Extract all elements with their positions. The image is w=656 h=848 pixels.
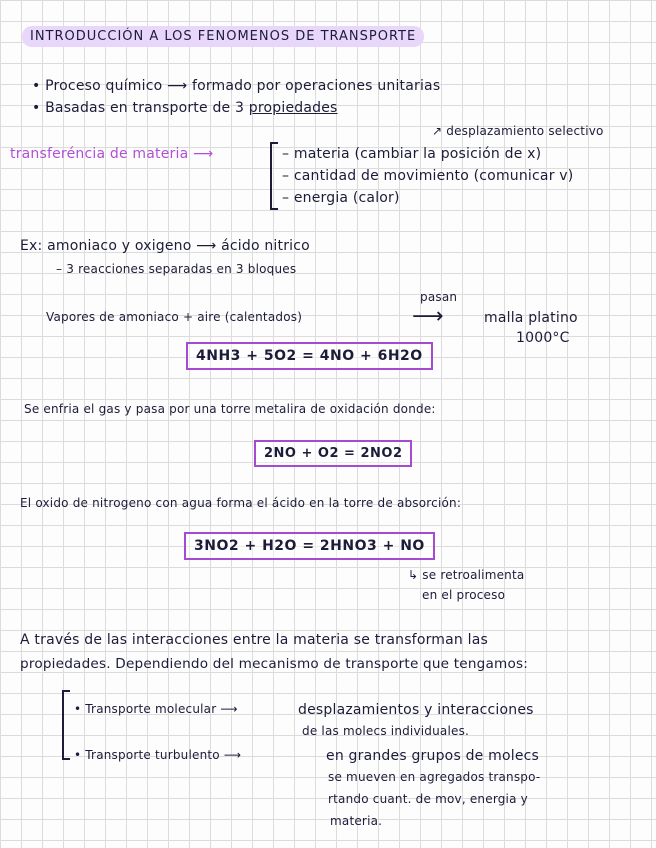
paragraph-line2: propiedades. Dependiendo del mecanismo de transporte que tengamos: bbox=[20, 656, 529, 672]
turbulent-desc-3: rtando cuant. de mov, energia y bbox=[328, 792, 528, 806]
retro-line2: en el proceso bbox=[422, 588, 506, 602]
bullet-basadas-text: • Basadas en transporte de 3 bbox=[32, 100, 245, 116]
example-line1: Ex: amoniaco y oxigeno ⟶ ácido nitrico bbox=[20, 238, 310, 254]
retro-line1: ↳ se retroalimenta bbox=[408, 568, 525, 582]
malla-platino: malla platino bbox=[484, 310, 578, 326]
transfer-label: transferéncia de materia ⟶ bbox=[10, 146, 214, 162]
example-line2: – 3 reacciones separadas en 3 bloques bbox=[56, 262, 297, 276]
paragraph-line1: A través de las interacciones entre la materia se transforman las bbox=[20, 632, 488, 648]
turbulent-desc-2: se mueven en agregados transpo- bbox=[328, 770, 541, 784]
turbulent-desc-4: materia. bbox=[330, 814, 383, 828]
transfer-bracket bbox=[270, 142, 278, 210]
vapores-text: Vapores de amoniaco + aire (calentados) bbox=[46, 310, 303, 324]
pasan-arrow: ⟶ bbox=[412, 304, 444, 329]
temperature: 1000°C bbox=[516, 330, 570, 346]
molecular-label: • Transporte molecular ⟶ bbox=[74, 702, 238, 716]
turbulent-desc-1: en grandes grupos de molecs bbox=[326, 748, 540, 764]
transfer-item-movimiento: – cantidad de movimiento (comunicar v) bbox=[282, 168, 574, 184]
molecular-desc-2: de las molecs individuales. bbox=[302, 724, 470, 738]
bullet-proceso: • Proceso químico ⟶ formado por operaciones unitarias bbox=[32, 78, 441, 94]
equation-2: 2NO + O2 = 2NO2 bbox=[254, 440, 412, 467]
transfer-note: ↗ desplazamiento selectivo bbox=[432, 124, 604, 138]
text-oxido: El oxido de nitrogeno con agua forma el ácido en la torre de absorción: bbox=[20, 496, 462, 510]
transfer-item-materia: – materia (cambiar la posición de x) bbox=[282, 146, 542, 162]
transport-bracket bbox=[62, 690, 70, 760]
bullet-basadas bbox=[32, 100, 338, 116]
transfer-item-energia: – energia (calor) bbox=[282, 190, 400, 206]
page-title: INTRODUCCIÓN A LOS FENOMENOS DE TRANSPORTE bbox=[22, 26, 424, 47]
propiedades-underlined: propiedades bbox=[248, 100, 338, 116]
equation-1: 4NH3 + 5O2 = 4NO + 6H2O bbox=[186, 342, 433, 370]
turbulent-label: • Transporte turbulento ⟶ bbox=[74, 748, 242, 762]
molecular-desc-1: desplazamientos y interacciones bbox=[298, 702, 534, 718]
text-enfria: Se enfria el gas y pasa por una torre metalira de oxidación donde: bbox=[24, 402, 436, 416]
pasan-label: pasan bbox=[420, 290, 458, 304]
equation-3: 3NO2 + H2O = 2HNO3 + NO bbox=[184, 532, 435, 560]
